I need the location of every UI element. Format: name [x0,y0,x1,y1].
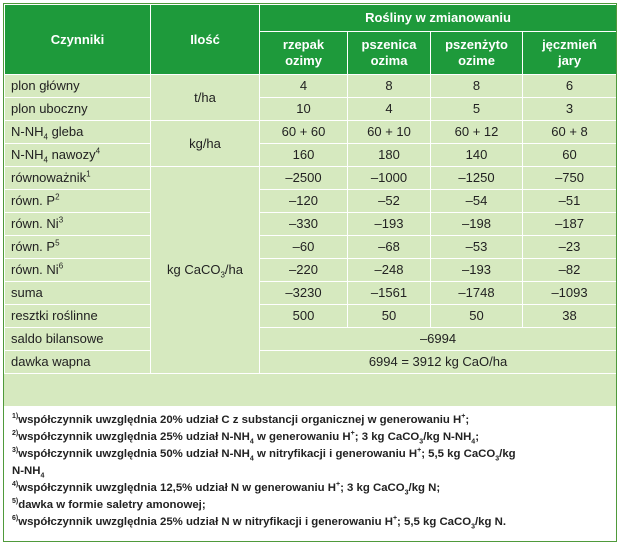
header-factors: Czynniki [5,5,151,75]
cell: –248 [348,259,431,282]
cell: –82 [523,259,617,282]
cell: –60 [260,236,348,259]
table-row [5,75,617,98]
cell: –1093 [523,282,617,305]
cell: 60 + 12 [431,121,523,144]
table-frame [3,3,617,542]
footnote-4: $^{4)}$współczynnik uwzględnia 12,5% udział N w generowaniu H+; 3 kg CaCO$_3$/kg N; [12,481,441,497]
cell: 60 [523,144,617,167]
unit-cell: kg/ha [151,121,260,167]
cell: 60 + 60 [260,121,348,144]
row-label: $N-NH_4$ gleba [5,121,151,144]
cell: –53 [431,236,523,259]
cell: 140 [431,144,523,167]
cell: 4 [260,75,348,98]
cell: –51 [523,190,617,213]
cell: 10 [260,98,348,121]
footnote-5: $^{5)}$dawka w formie saletry amonowej; [12,498,206,511]
row-label: równoważnik$^1$ [5,167,151,190]
row-label: plon główny [5,75,151,98]
row-label: równ. $P^2$ [5,190,151,213]
table-row [5,259,617,282]
footnote-6: $^{6)}$współczynnik uwzględnia 25% udział N w nitryfikacji i generowaniu H+; 5,5 kg CaCO$_3$/kg N. [12,515,507,531]
cell: 50 [431,305,523,328]
table-row [5,167,617,190]
cell: –198 [431,213,523,236]
cell: 60 + 8 [523,121,617,144]
header-crops-group: Rośliny w zmianowaniu [260,5,617,32]
row-label: suma [5,282,151,305]
cell: –120 [260,190,348,213]
cell: –54 [431,190,523,213]
saldo-value: –6994 [260,328,617,351]
row-label: równ. Ni$^3$ [5,213,151,236]
row-label: równ. $P^5$ [5,236,151,259]
cell: –187 [523,213,617,236]
cell: –1748 [431,282,523,305]
cell: –193 [431,259,523,282]
table-row [5,351,617,374]
cell: 6 [523,75,617,98]
table-row [5,213,617,236]
unit-cell: kg CaCO$_3$/ha [151,167,260,374]
table-row [5,236,617,259]
cell: 8 [431,75,523,98]
cell: –3230 [260,282,348,305]
cell: 160 [260,144,348,167]
cell: –2500 [260,167,348,190]
header-crop-pszenica: pszenica ozima [348,32,431,75]
footnote-3: $^{3)}$współczynnik uwzględnia 50% udział $N-NH_4$ w nitryfikacji i generowaniu H+; 5,5 kg CaCO$_3$/kg $N-NH_4$ [12,447,516,480]
cell: –1000 [348,167,431,190]
dawka-value: 6994 = 3912 kg CaO/ha [260,351,617,374]
cell: 3 [523,98,617,121]
cell: –193 [348,213,431,236]
cell: 180 [348,144,431,167]
row-label: równ. Ni$^6$ [5,259,151,282]
row-label: plon uboczny [5,98,151,121]
row-label: saldo bilansowe [5,328,151,351]
table-row [5,144,617,167]
footnote-1: $^{1)}$współczynnik uwzględnia 20% udział C z substancji organicznej w generowaniu H+; [12,413,470,426]
cell: 50 [348,305,431,328]
row-label: dawka wapna [5,351,151,374]
cell: –1561 [348,282,431,305]
table-row [5,305,617,328]
row-label: resztki roślinne [5,305,151,328]
cell: 8 [348,75,431,98]
cell: 38 [523,305,617,328]
cell: –68 [348,236,431,259]
crop-balance-table [4,4,617,374]
unit-cell: t/ha [151,75,260,121]
footnote-2: $^{2)}$współczynnik uwzględnia 25% udział $N-NH_4$ w generowaniu H+; 3 kg CaCO$_3$/kg $N-NH_4$; [12,430,479,446]
cell: 5 [431,98,523,121]
header-crop-rzepak: rzepak ozimy [260,32,348,75]
cell: 4 [348,98,431,121]
row-label: $N-NH_4$ nawozy$^4$ [5,144,151,167]
cell: –220 [260,259,348,282]
table-row [5,98,617,121]
table-row [5,121,617,144]
cell: 500 [260,305,348,328]
cell: –330 [260,213,348,236]
header-crop-pszenzyto: pszenżyto ozime [431,32,523,75]
header-amount: Ilość [151,5,260,75]
cell: –750 [523,167,617,190]
table-row [5,282,617,305]
cell: –1250 [431,167,523,190]
cell: –52 [348,190,431,213]
footnotes [4,406,616,542]
cell: –23 [523,236,617,259]
cell: 60 + 10 [348,121,431,144]
table-row [5,328,617,351]
table-row [5,190,617,213]
header-crop-jeczmien: jęczmień jary [523,32,617,75]
